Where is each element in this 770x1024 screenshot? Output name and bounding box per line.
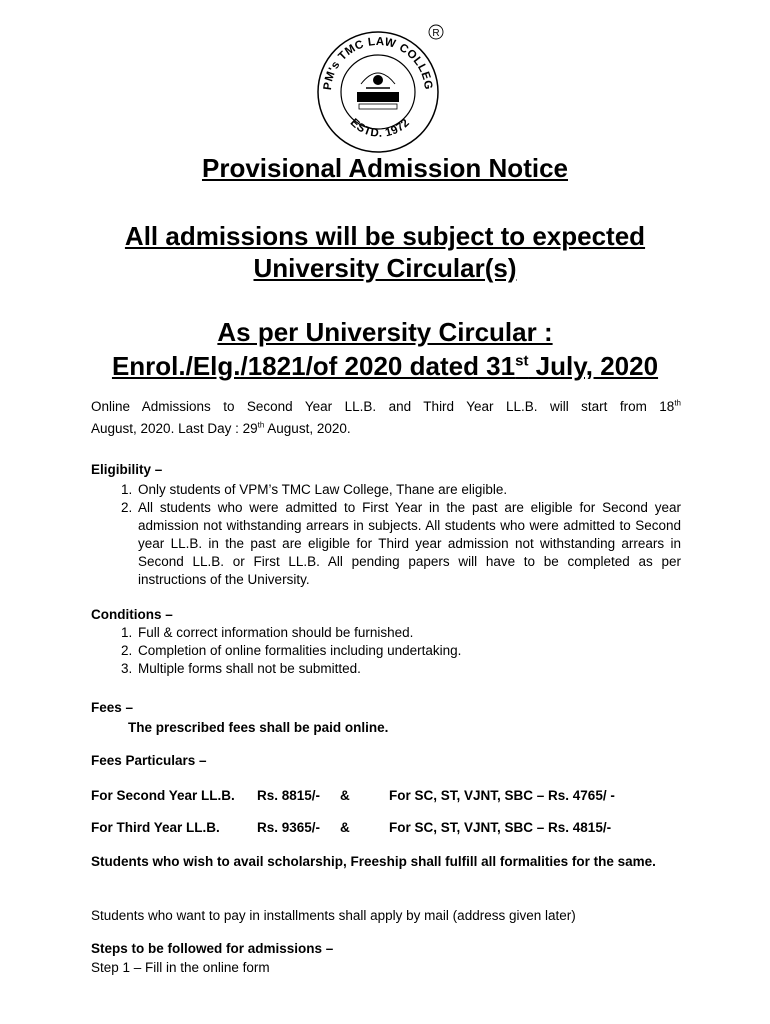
fees-particulars-heading: Fees Particulars – bbox=[91, 753, 207, 768]
eligibility-list bbox=[91, 481, 681, 589]
fee-amp: & bbox=[340, 788, 350, 803]
steps-heading: Steps to be followed for admissions – bbox=[91, 941, 334, 956]
fee-amount: Rs. 9365/- bbox=[257, 820, 321, 835]
subject-line-2: University Circular(s) bbox=[253, 253, 517, 283]
registered-mark-text: R bbox=[432, 28, 440, 39]
eligibility-heading: Eligibility – bbox=[91, 462, 163, 477]
subject-line-1: All admissions will be subject to expected bbox=[124, 221, 646, 251]
logo-estd-text: ESTD. 1972 bbox=[347, 116, 413, 140]
notice-title: Provisional Admission Notice bbox=[201, 153, 568, 183]
scholarship-note: Students who wish to avail scholarship, Freeship shall fulfill all formalities for the same. bbox=[91, 854, 656, 869]
fee-course: For Second Year LL.B. bbox=[91, 788, 235, 803]
intro-line-2: August, 2020. Last Day : 29th August, 2020. bbox=[91, 420, 351, 436]
list-item: 2. Completion of online formalities including undertaking. bbox=[136, 642, 681, 660]
fees-note: The prescribed fees shall be paid online. bbox=[128, 720, 389, 735]
fee-reserved: For SC, ST, VJNT, SBC – Rs. 4815/- bbox=[389, 820, 612, 835]
college-logo bbox=[311, 22, 445, 156]
step-1: Step 1 – Fill in the online form bbox=[91, 960, 270, 975]
conditions-heading: Conditions – bbox=[91, 607, 173, 622]
circular-line-1: As per University Circular : bbox=[217, 317, 553, 347]
fee-row-second-year bbox=[91, 787, 235, 805]
installments-note: Students who want to pay in installments shall apply by mail (address given later) bbox=[91, 908, 576, 923]
fee-row-third-year bbox=[91, 819, 220, 837]
intro-line-1: Online Admissions to Second Year LL.B. and Third Year LL.B. will start from 18th bbox=[91, 398, 681, 414]
logo-arc-text: PM's TMC LAW COLLEG bbox=[321, 35, 435, 91]
conditions-list bbox=[91, 624, 681, 678]
fee-reserved: For SC, ST, VJNT, SBC – Rs. 4765/ - bbox=[389, 788, 615, 803]
fee-course: For Third Year LL.B. bbox=[91, 820, 220, 835]
fee-amount: Rs. 8815/- bbox=[257, 788, 321, 803]
fees-heading: Fees – bbox=[91, 700, 134, 715]
list-item: 3. Multiple forms shall not be submitted. bbox=[136, 660, 681, 678]
list-item: 1. Full & correct information should be furnished. bbox=[136, 624, 681, 642]
fee-amp: & bbox=[340, 820, 350, 835]
list-item: 1. Only students of VPM’s TMC Law College, Thane are eligible. bbox=[136, 481, 681, 499]
circular-line-2: Enrol./Elg./1821/of 2020 dated 31st July, 2020 bbox=[111, 351, 659, 381]
list-item: 2. All students who were admitted to First Year in the past are eligible for Second year admission not withstanding arrears in subjects. All students who were admitted to Second year LL.B. in the past are eligible for Third year admission not withstanding arrears in Second LL.B. or First LL.B. All pending papers will have to be completed as per instructions of the University. bbox=[136, 499, 681, 589]
